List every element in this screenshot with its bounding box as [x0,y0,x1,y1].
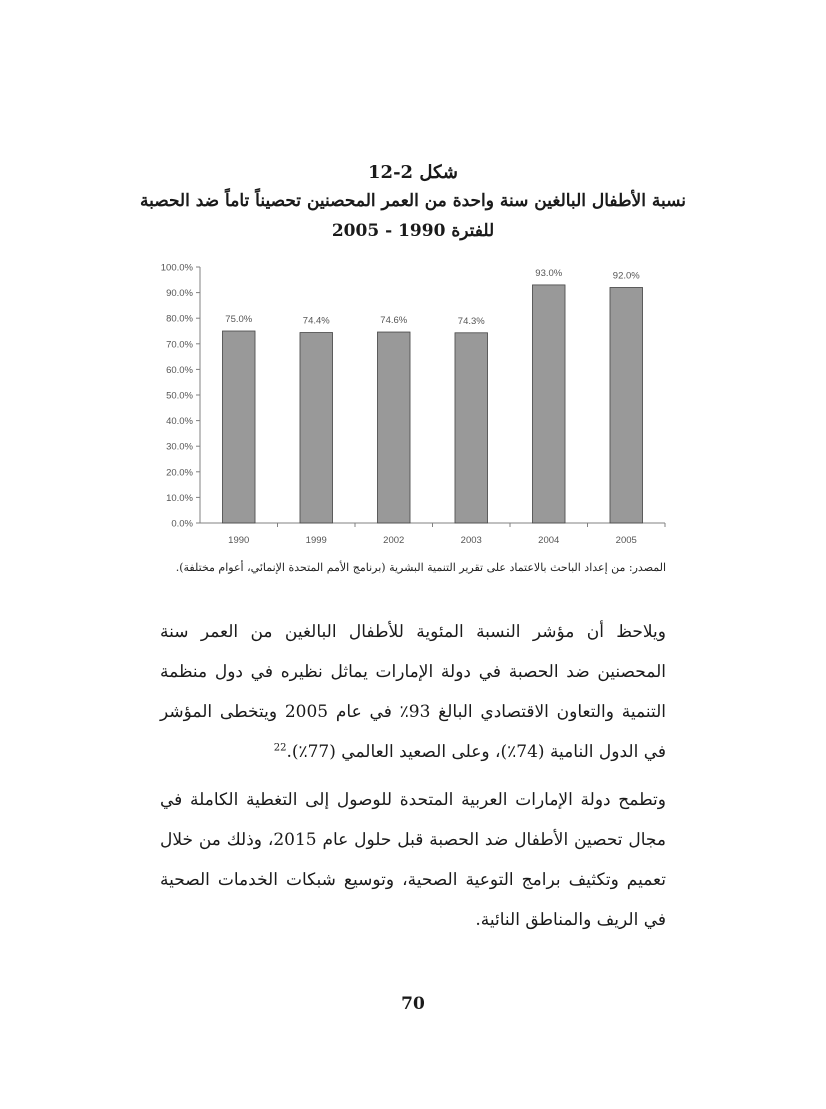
x-tick-label: 2005 [615,535,637,546]
paragraph-2: وتطمح دولة الإمارات العربية المتحدة للوصول إلى التغطية الكاملة في مجال تحصين الأطفال ضد الحصبة قبل حلول عام 2015، وذلك من خلال تعميم وتكثيف برامج التوعية الصحية، وتوسيع شبكات الخدمات الصحية في الريف والمناطق النائية. [160,790,666,930]
y-tick-label: 90.0% [166,288,193,300]
bar [532,285,565,523]
y-tick-label: 50.0% [166,390,193,402]
bar-chart [140,256,680,556]
paragraph-1-text: ويلاحظ أن مؤشر النسبة المئوية للأطفال البالغين من العمر سنة المحصنين ضد الحصبة في دولة الإمارات يماثل نظيره في دول منظمة التنمية والتعاون الاقتصادي البالغ 93٪ في عام 2005 ويتخطى المؤشر في الدول النامية (74٪)، وعلى الصعيد العالمي (77٪). [160,622,667,762]
paragraph-1 [160,612,666,772]
figure-header [120,160,706,246]
bar-value-label: 93.0% [535,267,563,279]
source-note: المصدر: من إعداد الباحث بالاعتماد على تقرير التنمية البشرية (برنامج الأمم المتحدة الإنمائي، أعوام مختلفة). [175,561,666,574]
y-tick-label: 80.0% [166,313,193,325]
y-tick-label: 0.0% [171,518,193,530]
y-tick-label: 10.0% [166,492,193,504]
bar-value-label: 75.0% [225,314,253,325]
x-tick-label: 1990 [228,535,250,546]
bar [300,333,333,523]
bar [610,287,643,523]
y-tick-label: 60.0% [166,364,193,376]
y-tick-label: 70.0% [166,339,193,351]
bar-value-label: 74.3% [457,315,485,327]
x-tick-label: 2003 [460,535,482,546]
y-tick-label: 40.0% [166,416,193,428]
y-tick-label: 100.0% [160,262,193,274]
y-tick-label: 20.0% [166,467,193,479]
page-number: 70 [401,994,425,1014]
bar-value-label: 74.4% [302,315,330,327]
figure-title-line2: للفترة 1990 - 2005 [331,221,495,241]
footnote-ref: 22 [273,742,287,754]
y-tick-label: 30.0% [166,441,193,453]
x-tick-label: 2004 [538,535,560,546]
x-tick-label: 1999 [305,535,327,546]
bar [377,332,410,523]
bar [222,331,255,523]
x-tick-label: 2002 [383,535,405,546]
figure-title-line1: نسبة الأطفال البالغين سنة واحدة من العمر المحصنين تحصيناً تاماً ضد الحصبة [139,191,687,211]
bar [455,333,488,523]
bar-value-label: 74.6% [380,315,408,327]
figure-number: شكل 2-12 [368,162,458,183]
bar-value-label: 92.0% [612,270,640,282]
